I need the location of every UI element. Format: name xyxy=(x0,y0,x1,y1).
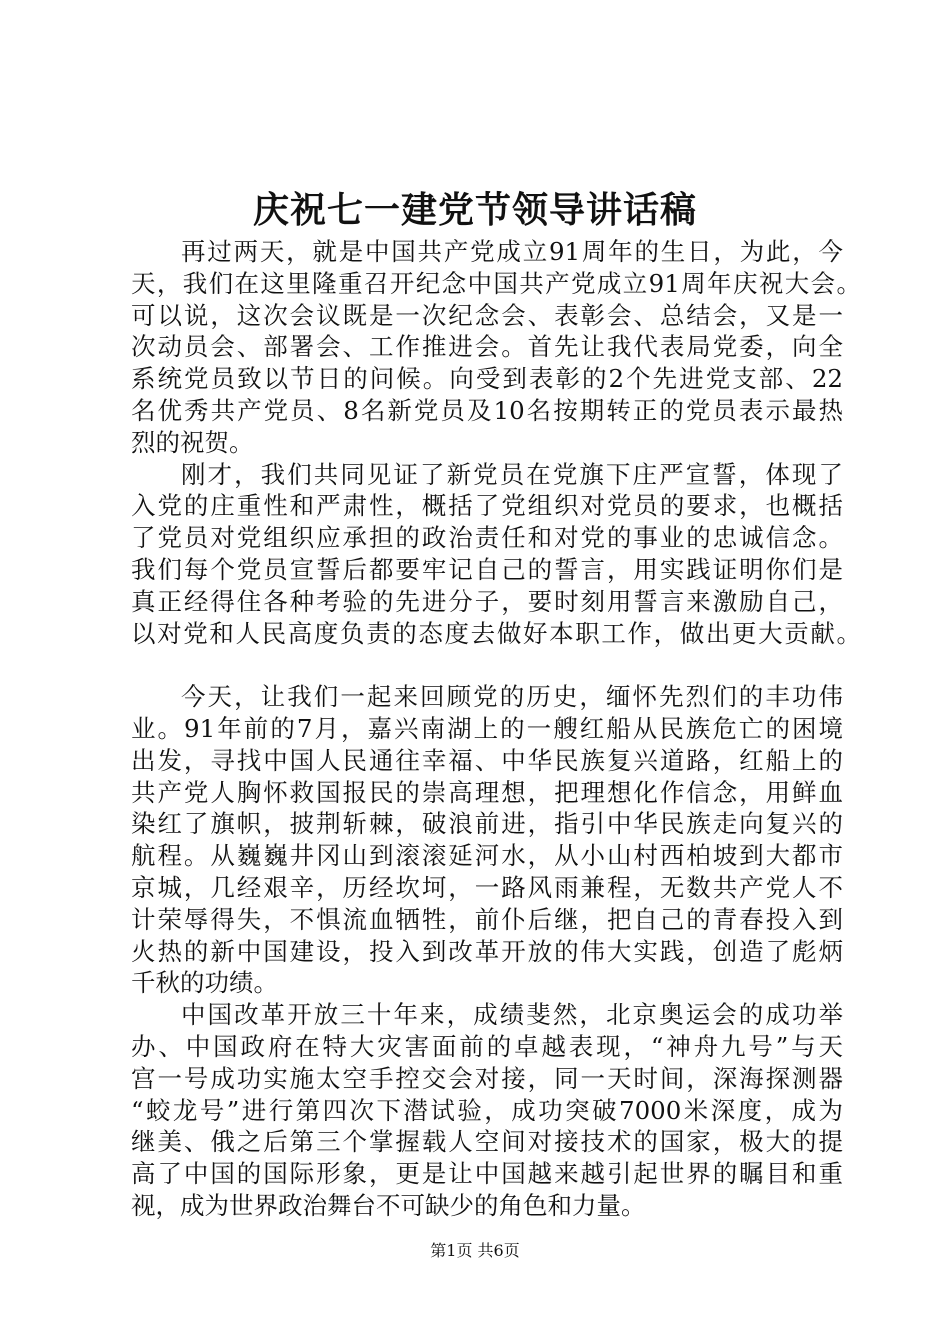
text-line: 中国改革开放三十年来，成绩斐然，北京奥运会的成功举 xyxy=(181,1000,843,1030)
text-line: 了党员对党组织应承担的政治责任和对党的事业的忠诚信念。 xyxy=(131,523,843,553)
text-line: 出发，寻找中国人民通往幸福、中华民族复兴道路，红船上的 xyxy=(131,745,843,775)
document-body xyxy=(131,236,861,1222)
text-line: 今天，让我们一起来回顾党的历史，缅怀先烈们的丰功伟 xyxy=(181,682,843,712)
text-line: 染红了旗帜，披荆斩棘，破浪前进，指引中华民族走向复兴的 xyxy=(131,809,843,839)
text-line: 火热的新中国建设，投入到改革开放的伟大实践，创造了彪炳 xyxy=(131,936,843,966)
page-footer: 第1页 共6页 xyxy=(430,1241,520,1260)
text-line: 可以说，这次会议既是一次纪念会、表彰会、总结会，又是一 xyxy=(131,300,843,330)
text-line: 千秋的功绩。 xyxy=(131,968,278,998)
text-line: 共产党人胸怀救国报民的崇高理想，把理想化作信念，用鲜血 xyxy=(131,777,843,807)
text-line: 名优秀共产党员、8名新党员及10名按期转正的党员表示最热 xyxy=(131,395,843,425)
text-line: 再过两天，就是中国共产党成立91周年的生日，为此，今 xyxy=(181,237,843,266)
text-line: 真正经得住各种考验的先进分子，要时刻用誓言来激励自己， xyxy=(131,586,843,616)
text-line: 继美、俄之后第三个掌握载人空间对接技术的国家，极大的提 xyxy=(131,1127,843,1157)
text-line: 京城，几经艰辛，历经坎坷，一路风雨兼程，无数共产党人不 xyxy=(131,872,843,902)
paragraph xyxy=(131,459,861,650)
text-line: 高了中国的国际形象，更是让中国越来越引起世界的瞩目和重 xyxy=(131,1159,843,1189)
text-line: 视，成为世界政治舞台不可缺少的角色和力量。 xyxy=(131,1190,646,1220)
text-line: 次动员会、部署会、工作推进会。首先让我代表局党委，向全 xyxy=(131,332,843,362)
paragraph xyxy=(131,236,861,459)
paragraph xyxy=(131,999,861,1222)
text-line: 入党的庄重性和严肃性，概括了党组织对党员的要求，也概括 xyxy=(131,491,843,521)
paragraph xyxy=(131,681,861,999)
blank-line xyxy=(131,649,861,681)
text-line: 我们每个党员宣誓后都要牢记自己的誓言，用实践证明你们是 xyxy=(131,554,843,584)
text-line: “蛟龙号”进行第四次下潜试验，成功突破7000米深度，成为 xyxy=(131,1095,843,1125)
document-title: 庆祝七一建党节领导讲话稿 xyxy=(252,189,697,231)
text-line: 宫一号成功实施太空手控交会对接，同一天时间，深海探测器 xyxy=(131,1063,843,1093)
text-line: 刚才，我们共同见证了新党员在党旗下庄严宣誓，体现了 xyxy=(181,459,843,489)
text-line: 航程。从巍巍井冈山到滚滚延河水，从小山村西柏坡到大都市 xyxy=(131,841,843,871)
text-line: 计荣辱得失，不惧流血牺牲，前仆后继，把自己的青春投入到 xyxy=(131,904,843,934)
text-line: 天，我们在这里隆重召开纪念中国共产党成立91周年庆祝大会。 xyxy=(131,268,861,298)
text-line: 办、中国政府在特大灾害面前的卓越表现，“神舟九号”与天 xyxy=(131,1031,843,1061)
text-line: 烈的祝贺。 xyxy=(131,427,254,457)
text-line: 以对党和人民高度负责的态度去做好本职工作，做出更大贡献。 xyxy=(131,618,861,648)
text-line: 系统党员致以节日的问候。向受到表彰的2个先进党支部、22 xyxy=(131,364,843,394)
text-line: 业。91年前的7月，嘉兴南湖上的一艘红船从民族危亡的困境 xyxy=(131,713,843,743)
